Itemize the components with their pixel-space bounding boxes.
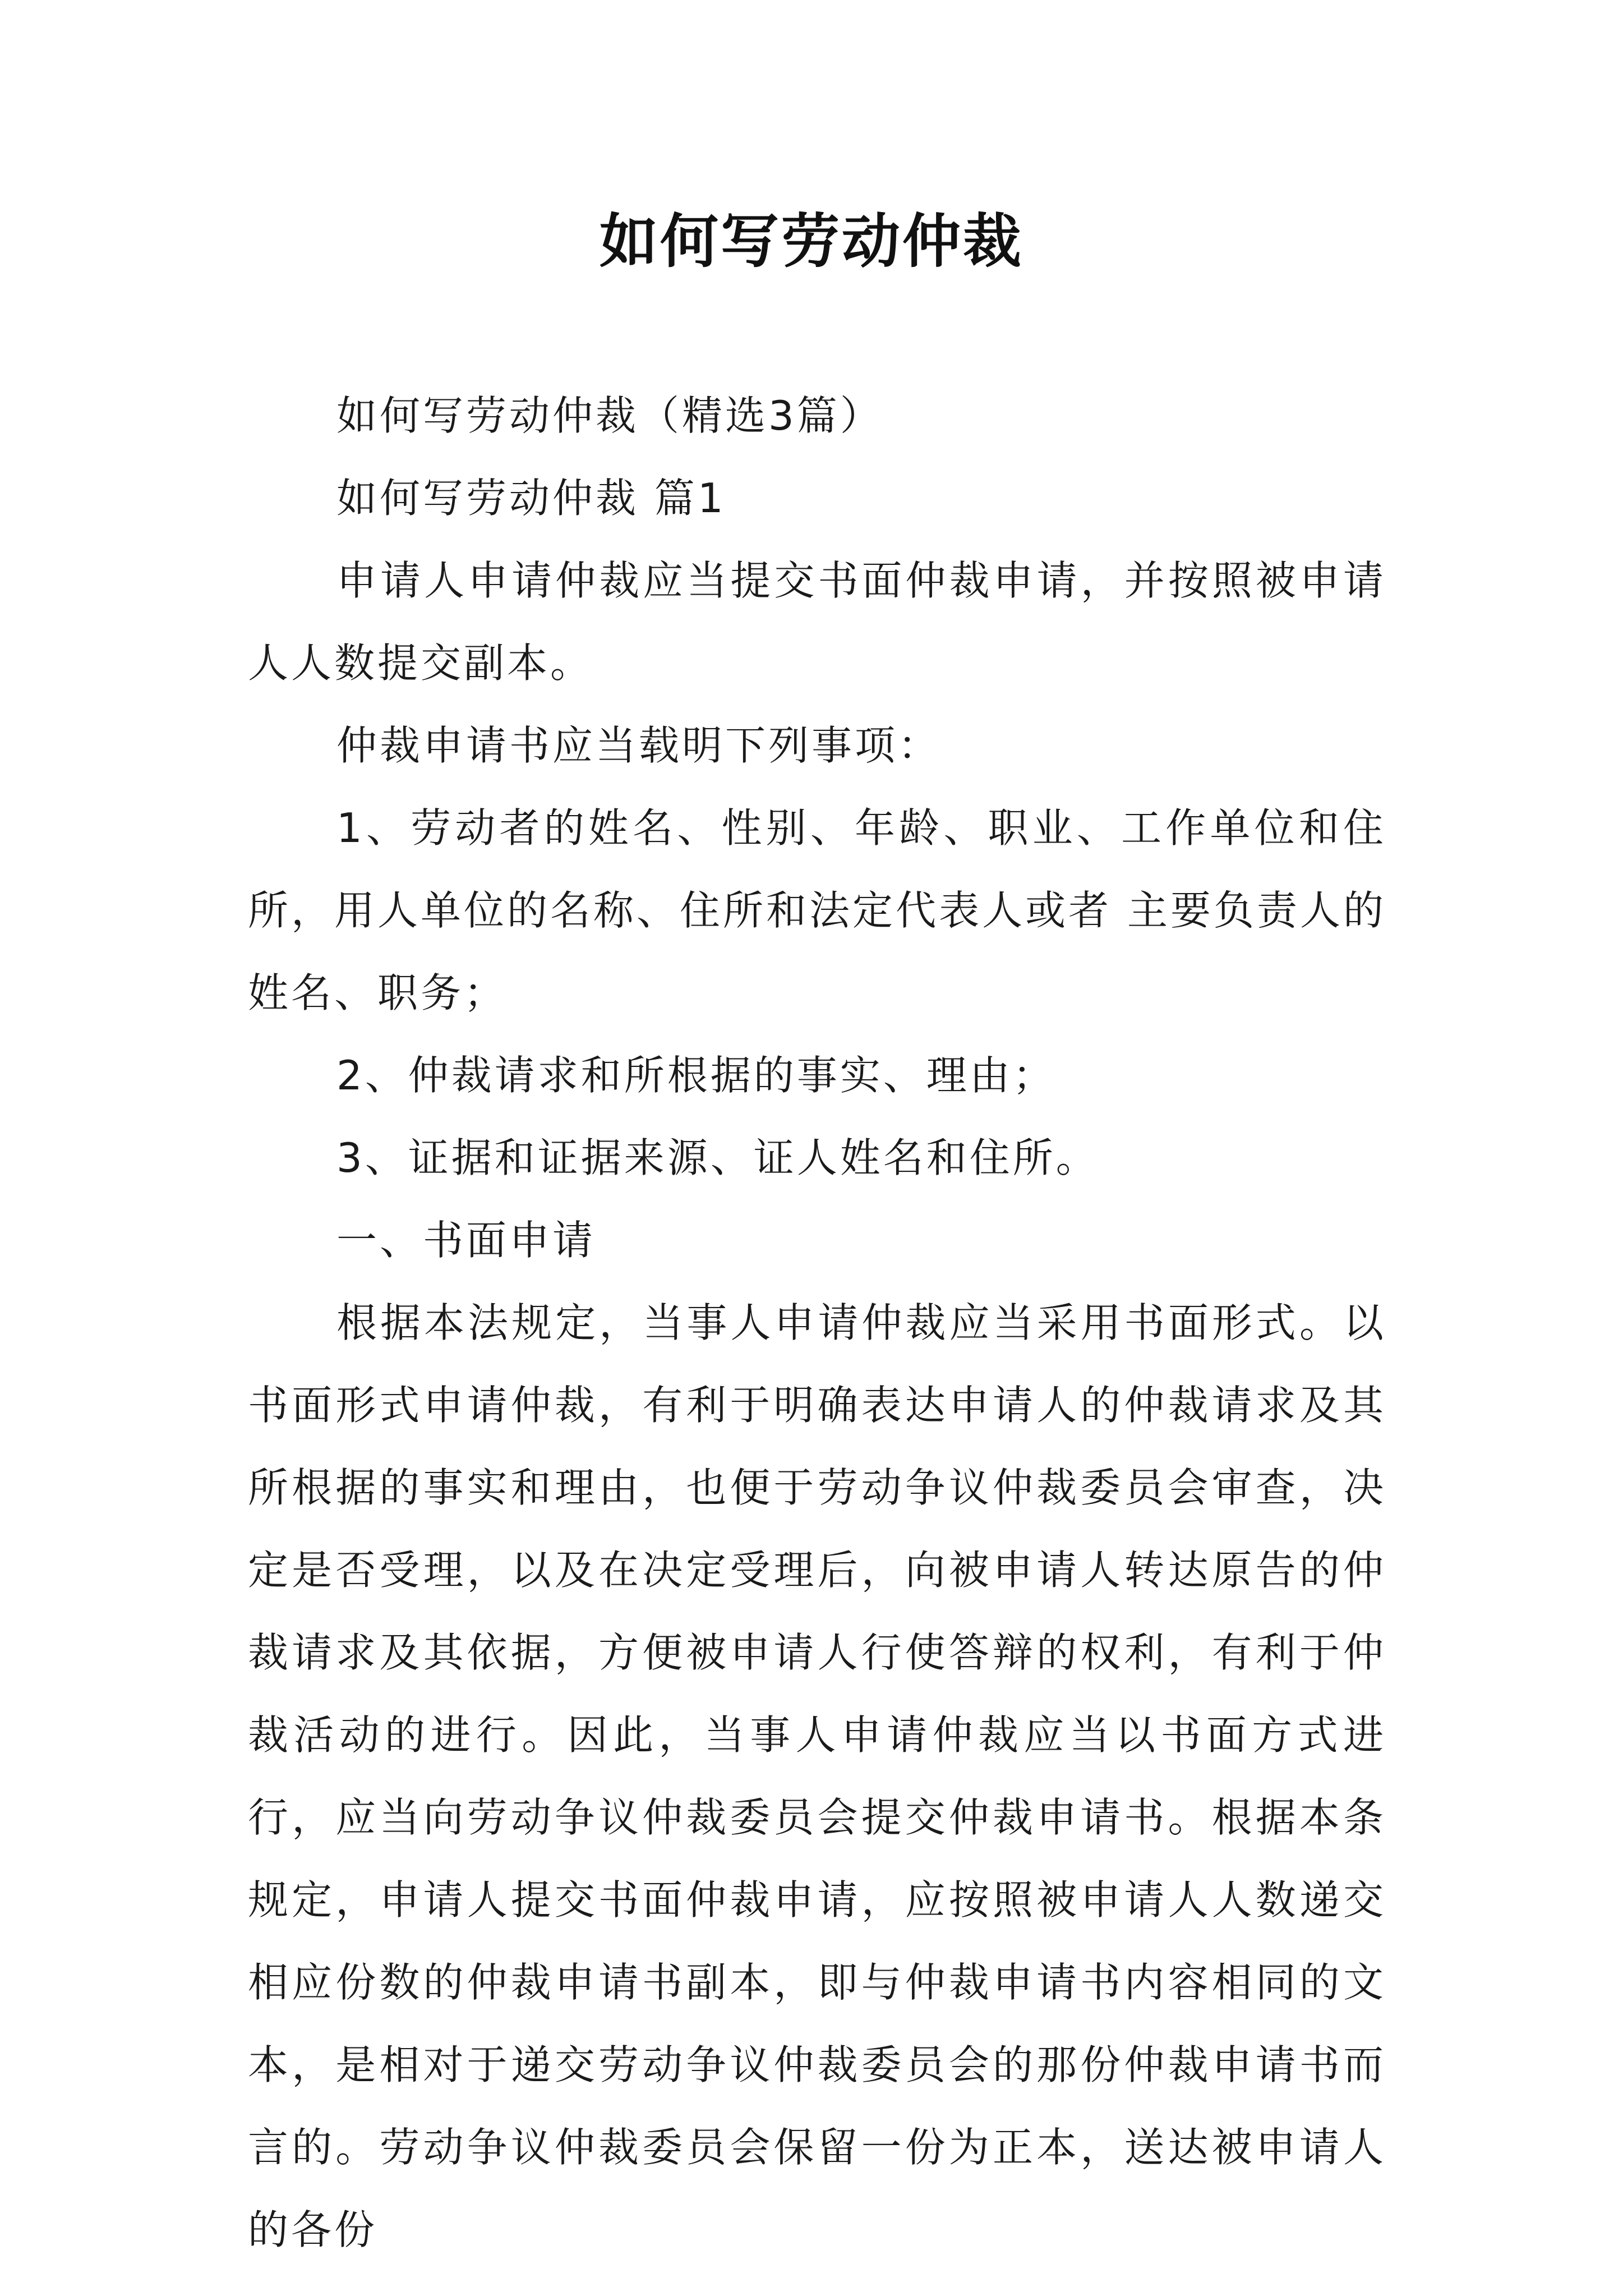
list-item: 1、劳动者的姓名、性别、年龄、职业、工作单位和住所，用人单位的名称、住所和法定代表人或者 主要负责人的姓名、职务； (248, 804, 1386, 1016)
list-item: 3、证据和证据来源、证人姓名和住所。 (336, 1134, 1099, 1181)
paragraph: 仲裁申请书应当载明下列事项： (336, 722, 942, 769)
paragraph: 根据本法规定，当事人申请仲裁应当采用书面形式。以书面形式申请仲裁，有利于明确表达申请人的仲裁请求及其所根据的事实和理由，也便于劳动争议仲裁委员会审查，决定是否受理，以及在决定受理后，向被申请人转达原告的仲裁请求及其依据，方便被申请人行使答辩的权利，有利于仲裁活动的进行。因此，当事人申请仲裁应当以书面方式进行，应当向劳动争议仲裁委员会提交仲裁申请书。根据本条规定，申请人提交书面仲裁申请，应按照被申请人人数递交相应份数的仲裁申请书副本，即与仲裁申请书内容相同的文本，是相对于递交劳动争议仲裁委员会的那份仲裁申请书而言的。劳动争议仲裁委员会保留一份为正本，送达被申请人的各份 (248, 1299, 1386, 2253)
subsection-heading: 一、书面申请 (336, 1217, 596, 1264)
section-heading: 如何写劳动仲裁 篇1 (336, 475, 726, 522)
list-item: 2、仲裁请求和所根据的事实、理由； (336, 1052, 1056, 1099)
paragraph: 申请人申请仲裁应当提交书面仲裁申请，并按照被申请人人数提交副本。 (248, 557, 1386, 687)
subtitle-paragraph: 如何写劳动仲裁（精选3篇） (336, 392, 883, 439)
document-title: 如何写劳动仲裁 (599, 206, 1023, 275)
document-body (248, 375, 1386, 2271)
